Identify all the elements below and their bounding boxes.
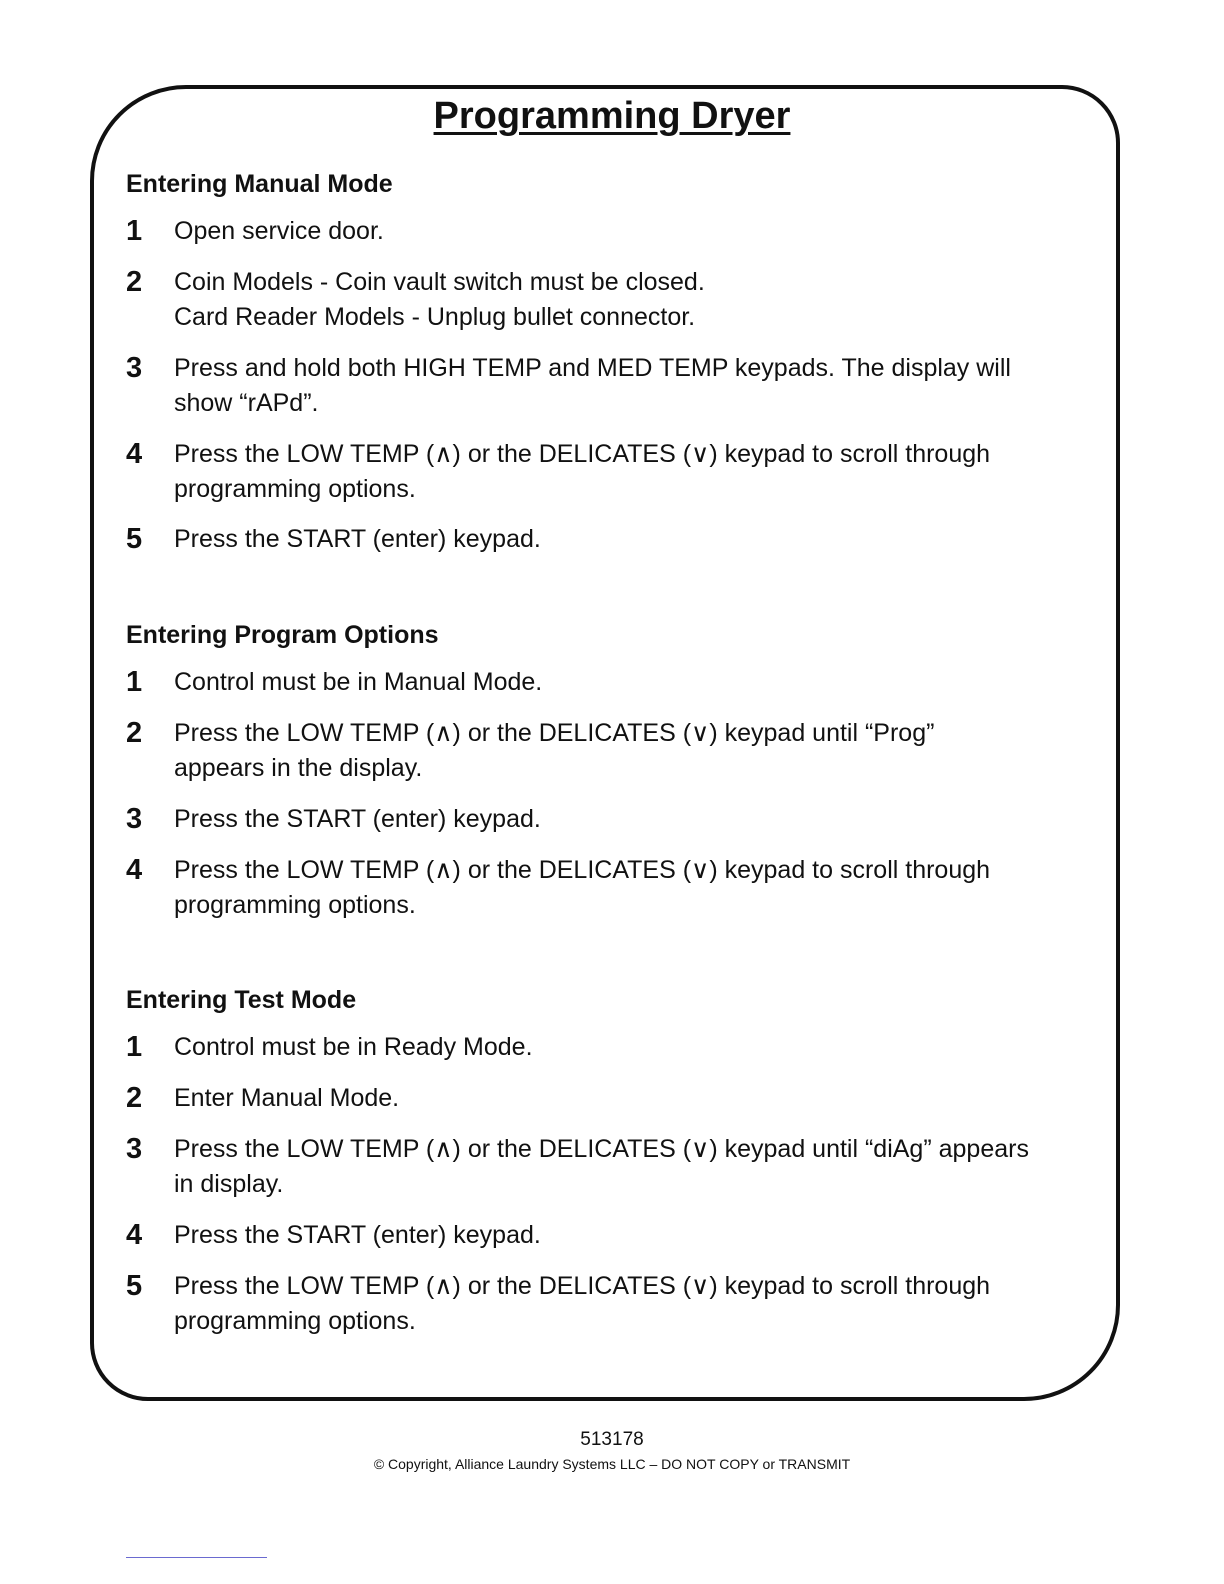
step-line: Press the LOW TEMP (∧) or the DELICATES (∨) keypad to scroll through (174, 856, 991, 884)
step-line: Control must be in Ready Mode. (174, 1033, 533, 1061)
step-text (174, 437, 1084, 507)
step-line: Press the LOW TEMP (∧) or the DELICATES (∨) keypad to scroll through (174, 440, 991, 468)
step-number: 4 (126, 854, 143, 886)
step-text (174, 665, 1084, 700)
step-text (174, 1132, 1084, 1202)
step-line: appears in the display. (174, 754, 423, 782)
step-line: Control must be in Manual Mode. (174, 668, 543, 696)
step-line: Card Reader Models - Unplug bullet connector. (174, 303, 696, 331)
step-number: 2 (126, 1082, 143, 1114)
step-text (174, 1269, 1084, 1339)
step-line: Enter Manual Mode. (174, 1084, 400, 1112)
step-line: Press the LOW TEMP (∧) or the DELICATES (∨) keypad to scroll through (174, 1272, 991, 1300)
step-number: 1 (126, 666, 143, 698)
step-number: 1 (126, 215, 143, 247)
step-text (174, 1081, 1084, 1116)
step-line: in display. (174, 1170, 284, 1198)
footer-rule (126, 1557, 267, 1558)
step-text (174, 802, 1084, 837)
step-number: 5 (126, 1270, 143, 1302)
step-line: Coin Models - Coin vault switch must be closed. (174, 268, 705, 296)
step-text (174, 522, 1084, 557)
copyright-notice: © Copyright, Alliance Laundry Systems LLC – DO NOT COPY or TRANSMIT (373, 1456, 851, 1472)
step-line: Press and hold both HIGH TEMP and MED TEMP keypads. The display will (174, 354, 1011, 382)
step-text (174, 351, 1084, 421)
section-heading-manual-mode: Entering Manual Mode (126, 170, 393, 198)
step-text (174, 716, 1084, 786)
step-line: programming options. (174, 891, 416, 919)
document-number: 513178 (580, 1429, 644, 1450)
section-heading-program-options: Entering Program Options (126, 621, 439, 649)
step-text (174, 1218, 1084, 1253)
step-line: Press the START (enter) keypad. (174, 1221, 541, 1249)
step-number: 3 (126, 803, 143, 835)
step-text (174, 1030, 1084, 1065)
step-line: Press the LOW TEMP (∧) or the DELICATES (∨) keypad until “Prog” (174, 719, 935, 747)
step-number: 4 (126, 438, 143, 470)
page-title: Programming Dryer (433, 95, 791, 137)
step-number: 3 (126, 1133, 143, 1165)
step-line: Open service door. (174, 217, 384, 245)
step-text (174, 853, 1084, 923)
step-line: programming options. (174, 475, 416, 503)
step-number: 5 (126, 523, 143, 555)
step-line: show “rAPd”. (174, 389, 319, 417)
step-number: 1 (126, 1031, 143, 1063)
section-heading-test-mode: Entering Test Mode (126, 986, 357, 1014)
step-number: 3 (126, 352, 143, 384)
step-line: Press the START (enter) keypad. (174, 525, 541, 553)
step-line: Press the START (enter) keypad. (174, 805, 541, 833)
step-text (174, 214, 1084, 249)
step-line: Press the LOW TEMP (∧) or the DELICATES (∨) keypad until “diAg” appears (174, 1135, 1029, 1163)
step-number: 2 (126, 717, 143, 749)
step-number: 2 (126, 266, 143, 298)
step-number: 4 (126, 1219, 143, 1251)
step-text (174, 265, 1084, 335)
step-line: programming options. (174, 1307, 416, 1335)
